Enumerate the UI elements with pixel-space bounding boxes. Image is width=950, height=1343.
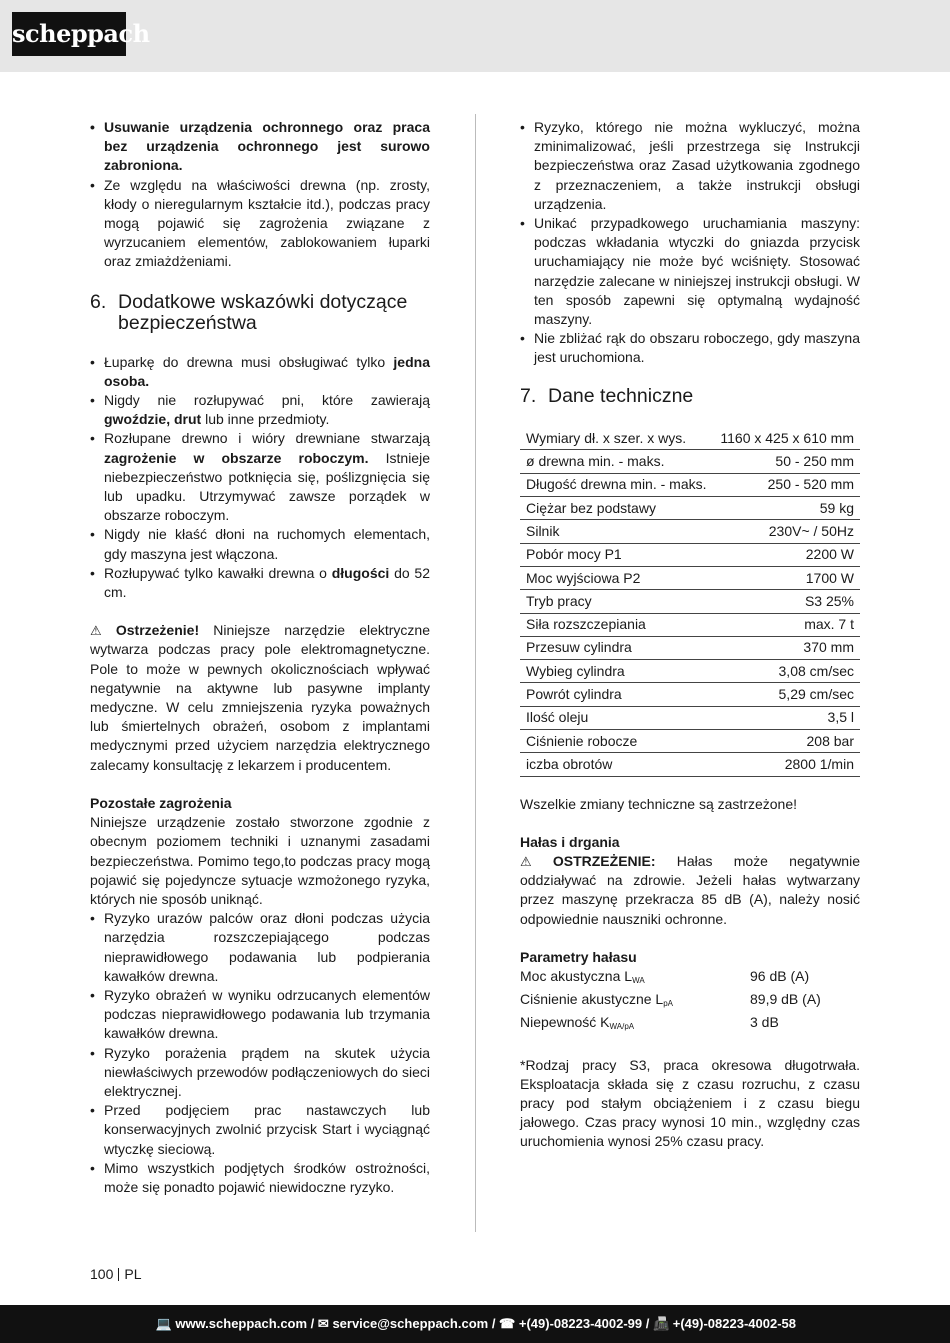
list-item: • Ze względu na właściwości drewna (np. zrosty, kłody o nieregularnym kształcie itd.), podczas pracy mogą pojawić się zagrożenia związane z wyrzucaniem elementów, zablokowaniem łuparki oraz zmiażdżeniami.	[90, 176, 430, 272]
table-row	[520, 706, 860, 729]
email-icon: ✉	[317, 1316, 329, 1331]
spec-label: Wymiary dł. x szer. x wys.	[520, 427, 714, 450]
noise-heading: Hałas i drgania	[520, 833, 620, 850]
column-divider	[475, 114, 476, 1232]
operating-mode-footnote: *Rodzaj pracy S3, praca okresowa długotrwała. Eksploatacja składa się z czasu rozruchu, z czasu pracy pod stałym obciążeniem i z czasu biegu jałowego. Czas pracy wynosi 10 min., względny czas uruchomienia wynosi 25% czasu pracy.	[520, 1056, 860, 1150]
spec-label: Ciężar bez podstawy	[520, 497, 714, 520]
technical-changes-note: Wszelkie zmiany techniczne są zastrzeżone!	[520, 795, 797, 812]
spec-label: Przesuw cylindra	[520, 636, 714, 659]
spec-label: Pobór mocy P1	[520, 543, 714, 566]
section-number: 7.	[520, 384, 537, 407]
noise-params-heading: Parametry hałasu	[520, 948, 637, 965]
spec-value: 370 mm	[714, 636, 860, 659]
noise-params-list	[520, 967, 860, 1037]
safety-bullet-list	[90, 353, 430, 603]
spec-label: ø drewna min. - maks.	[520, 450, 714, 473]
technical-data-table	[520, 427, 860, 777]
section-6-heading	[90, 292, 430, 334]
intro-bullet-list	[90, 118, 430, 272]
noise-param-row	[520, 967, 860, 990]
emf-warning	[90, 621, 430, 775]
spec-value: 250 - 520 mm	[714, 473, 860, 496]
list-item: • Rozłupane drewno i wióry drewniane stwarzają zagrożenie w obszarze roboczym. Istnieje niebezpieczeństwo potknięcia się, poślizgnięcia się lub upadku. Utrzymywać zawsze porządek w obszarze roboczym.	[90, 429, 430, 525]
table-row	[520, 520, 860, 543]
warning-label: Ostrzeżenie!	[115, 622, 200, 639]
noise-warning	[520, 852, 860, 929]
table-row	[520, 636, 860, 659]
noise-param-value: 3 dB	[750, 1014, 779, 1031]
noise-param-label: Moc akustyczna $L_{WA}$	[520, 968, 645, 986]
spec-value: S3 25%	[714, 590, 860, 613]
warning-triangle-icon: ⚠	[520, 854, 532, 869]
list-item: • Ryzyko, którego nie można wykluczyć, można zminimalizować, jeśli przestrzega się Instrukcji bezpieczeństwa oraz Zasad użytkowania zgodnego z przeznaczeniem, a także instrukcji obsługi urządzenia.	[520, 118, 860, 214]
residual-risks-text: Niniejsze urządzenie zostało stworzone zgodnie z obecnym poziomem techniki i uznanymi zasadami bezpieczeństwa. Pomimo tego,to podczas pracy mogą pojawić się pojedyncze sytuacje wzmożonego ryzyka, których nie sposób uniknąć.	[90, 814, 430, 907]
table-row	[520, 473, 860, 496]
table-row	[520, 497, 860, 520]
separator	[118, 1268, 119, 1281]
footer-bar: 💻 www.scheppach.com / ✉ service@scheppach.com / ☎ +(49)-08223-4002-99 / 📠 +(49)-08223-4002-58	[0, 1305, 950, 1343]
section-number: 6.	[90, 290, 107, 313]
noise-param-row	[520, 1013, 860, 1036]
page-number	[90, 1266, 141, 1282]
spec-value: 1700 W	[714, 566, 860, 589]
spec-value: 208 bar	[714, 730, 860, 753]
warning-label: OSTRZEŻENIE:	[552, 853, 656, 869]
spec-value: 59 kg	[714, 497, 860, 520]
spec-label: Ciśnienie robocze	[520, 730, 714, 753]
phone-icon: ☎	[499, 1316, 516, 1331]
scheppach-logo: scheppach	[12, 12, 126, 56]
spec-label: Ilość oleju	[520, 706, 714, 729]
list-item: • Przed podjęciem prac nastawczych lub konserwacyjnych zwolnić przycisk Start i wyciągnąć wtyczkę sieciową.	[90, 1101, 430, 1159]
list-item: • Ryzyko urazów palców oraz dłoni podczas użycia narzędzia rozszczepiającego podczas nieprawidłowego podawania lub podpierania kawałków drewna.	[90, 909, 430, 986]
warning-text: Hałas może negatywnie oddziaływać na zdrowie. Jeżeli hałas wytwarzany przez maszynę przekracza 85 dB (A), należy nosić odpowiednie nauszniki ochronne.	[520, 853, 860, 927]
list-item: • Usuwanie urządzenia ochronnego oraz praca bez urządzenia ochronnego jest surowo zabroniona.	[90, 118, 430, 176]
list-item: • Łuparkę do drewna musi obsługiwać tylko jedna osoba.	[90, 353, 430, 391]
risk-mitigation-list	[520, 118, 860, 368]
spec-value: 2800 1/min	[714, 753, 860, 776]
spec-label: Moc wyjściowa P2	[520, 566, 714, 589]
warning-text: Niniejsze narzędzie elektryczne wytwarza podczas pracy pole elektromagnetyczne. Pole to może w pewnych okolicznościach wpływać negatywnie na aktywne lub pasywne implanty medyczne. W celu zmniejszenia ryzyka poważnych lub śmiertelnych obrażeń, osobom z implantami medycznymi przed użyciem narzędzia elektrycznego zalecamy konsultację z lekarzem i producentem.	[90, 622, 431, 773]
fax-number: +(49)-08223-4002-58	[672, 1316, 796, 1331]
list-item: • Ryzyko obrażeń w wyniku odrzucanych elementów podczas nieprawidłowego podawania lub trzymania kawałków drewna.	[90, 986, 430, 1044]
list-item: • Nie zbliżać rąk do obszaru roboczego, gdy maszyna jest uruchomiona.	[520, 329, 860, 367]
table-row	[520, 753, 860, 776]
spec-value: 2200 W	[714, 543, 860, 566]
spec-value: 3,08 cm/sec	[714, 660, 860, 683]
residual-risks-list	[90, 909, 430, 1197]
spec-label: Tryb pracy	[520, 590, 714, 613]
noise-param-value: 89,9 dB (A)	[750, 991, 821, 1008]
table-row	[520, 427, 860, 450]
spec-value: 50 - 250 mm	[714, 450, 860, 473]
table-row	[520, 566, 860, 589]
table-row	[520, 613, 860, 636]
section-title: Dane techniczne	[548, 384, 694, 407]
spec-value: max. 7 t	[714, 613, 860, 636]
spec-value: 3,5 l	[714, 706, 860, 729]
spec-label: Długość drewna min. - maks.	[520, 473, 714, 496]
list-item: • Ryzyko porażenia prądem na skutek użycia niewłaściwych przewodów podłączeniowych do sieci elektrycznej.	[90, 1044, 430, 1102]
residual-risks-heading: Pozostałe zagrożenia	[90, 794, 232, 811]
spec-label: Siła rozszczepiania	[520, 613, 714, 636]
spec-value: 230V~ / 50Hz	[714, 520, 860, 543]
spec-label: Powrót cylindra	[520, 683, 714, 706]
email-link[interactable]: service@scheppach.com	[332, 1316, 489, 1331]
table-row	[520, 660, 860, 683]
noise-param-label: Niepewność $K_{WA/pA}$	[520, 1014, 635, 1032]
fax-icon: 📠	[652, 1316, 670, 1331]
spec-value: 5,29 cm/sec	[714, 683, 860, 706]
table-row	[520, 590, 860, 613]
noise-param-row	[520, 990, 860, 1013]
table-row	[520, 450, 860, 473]
list-item: • Rozłupywać tylko kawałki drewna o długości do 52 cm.	[90, 564, 430, 602]
warning-triangle-icon: ⚠	[90, 623, 102, 639]
computer-icon: 💻	[155, 1316, 172, 1331]
table-row	[520, 730, 860, 753]
noise-param-value: 96 dB (A)	[750, 968, 810, 985]
language-code: PL	[124, 1266, 142, 1282]
left-column	[90, 118, 430, 1197]
spec-value: 1160 x 425 x 610 mm	[714, 427, 860, 450]
spec-label: iczba obrotów	[520, 753, 714, 776]
section-title: Dodatkowe wskazówki dotyczące bezpieczeństwa	[118, 290, 408, 334]
list-item: • Nigdy nie kłaść dłoni na ruchomych elementach, gdy maszyna jest włączona.	[90, 525, 430, 563]
website-link[interactable]: www.scheppach.com	[175, 1316, 308, 1331]
page-number-value: 100	[90, 1266, 114, 1282]
section-7-heading	[520, 386, 860, 407]
list-item: • Unikać przypadkowego uruchamiania maszyny: podczas wkładania wtyczki do gniazda przycisk uruchamiający nie może być wciśnięty. Stosować narzędzie zalecane w niniejszej instrukcji obsługi. W ten sposób zapewni się optymalną wydajność maszyny.	[520, 214, 860, 329]
noise-param-label: Ciśnienie akustyczne $L_{pA}$	[520, 991, 673, 1009]
spec-label: Wybieg cylindra	[520, 660, 714, 683]
table-row	[520, 683, 860, 706]
right-column	[520, 118, 860, 1152]
list-item: • Mimo wszystkich podjętych środków ostrożności, może się ponadto pojawić niewidoczne ryzyko.	[90, 1159, 430, 1197]
list-item: • Nigdy nie rozłupywać pni, które zawierają gwoździe, drut lub inne przedmioty.	[90, 391, 430, 429]
spec-label: Silnik	[520, 520, 714, 543]
table-row	[520, 543, 860, 566]
header-bar	[0, 0, 950, 72]
phone-number: +(49)-08223-4002-99	[518, 1316, 643, 1331]
